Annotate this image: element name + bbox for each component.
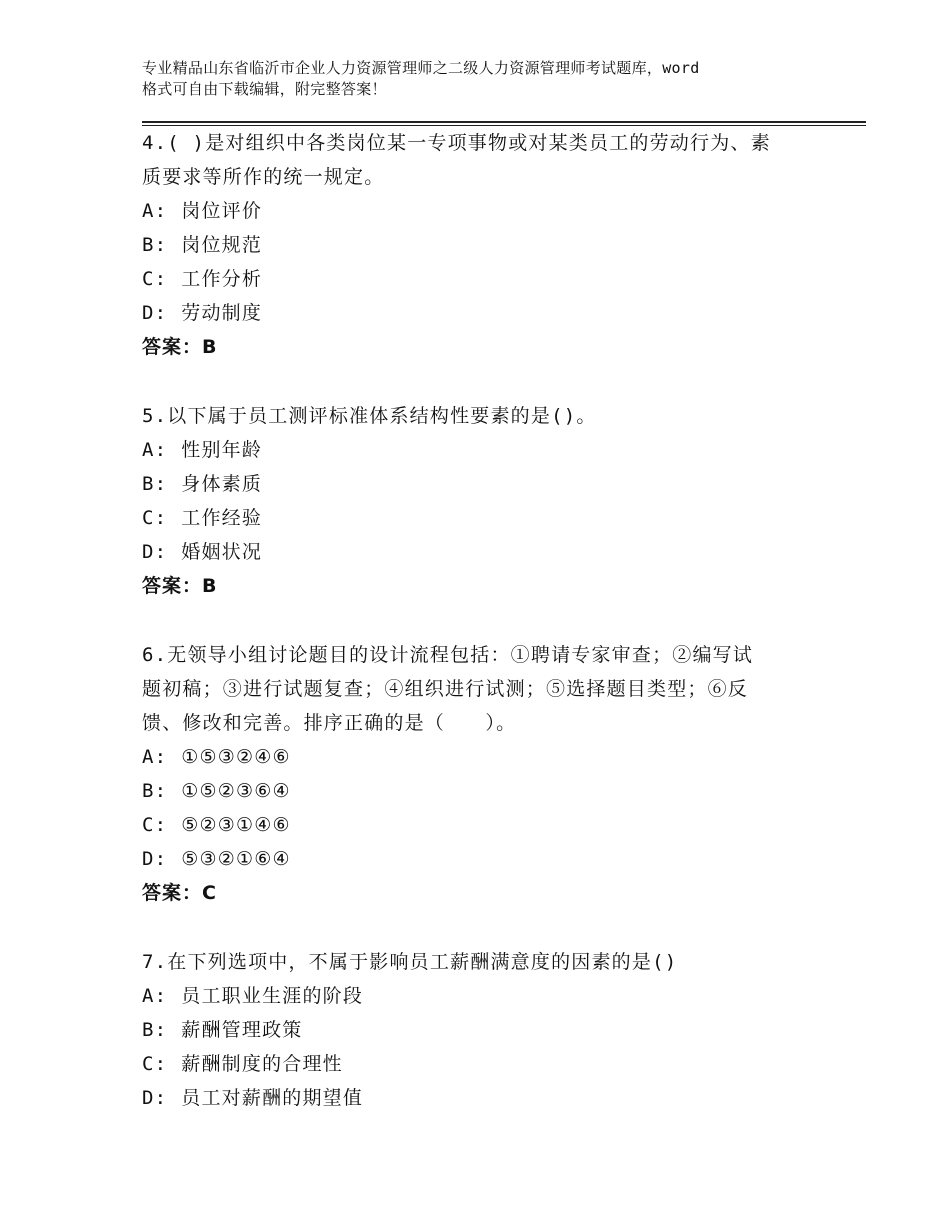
option-a — [142, 979, 822, 1013]
option-text: 员工职业生涯的阶段 — [181, 985, 364, 1007]
answer-label: 答案：B — [142, 575, 218, 597]
question-stem-line: 题初稿；③进行试题复查；④组织进行试测；⑤选择题目类型；⑥反 — [142, 678, 749, 700]
question-stem-line: 质要求等所作的统一规定。 — [142, 166, 385, 188]
option-text: 劳动制度 — [181, 302, 263, 324]
question-stem-line: 6.无领导小组讨论题目的设计流程包括：①聘请专家审查；②编写试 — [142, 644, 754, 666]
option-b — [142, 774, 822, 808]
option-c — [142, 808, 822, 842]
option-key: A: — [142, 200, 168, 222]
question-5 — [142, 399, 822, 603]
option-key: D: — [142, 541, 168, 563]
option-text: ⑤②③①④⑥ — [181, 814, 291, 836]
question-stem-line: 7.在下列选项中，不属于影响员工薪酬满意度的因素的是() — [142, 951, 678, 973]
option-a — [142, 194, 822, 228]
option-text: 薪酬管理政策 — [181, 1019, 303, 1041]
option-key: D: — [142, 848, 168, 870]
option-d — [142, 842, 822, 876]
option-key: C: — [142, 814, 168, 836]
option-text: 婚姻状况 — [181, 541, 263, 563]
option-a — [142, 433, 822, 467]
question-6 — [142, 638, 822, 910]
option-c — [142, 501, 822, 535]
question-stem-line: 4.( )是对组织中各类岗位某一专项事物或对某类员工的劳动行为、素 — [142, 132, 771, 154]
header-divider-thick — [142, 121, 866, 123]
option-text: ①⑤③②④⑥ — [181, 746, 291, 768]
option-key: C: — [142, 268, 168, 290]
option-text: 岗位规范 — [181, 234, 263, 256]
option-text: ⑤③②①⑥④ — [181, 848, 291, 870]
question-7 — [142, 945, 822, 1115]
option-c — [142, 262, 822, 296]
option-d — [142, 1081, 822, 1115]
option-a — [142, 740, 822, 774]
option-text: 性别年龄 — [181, 439, 263, 461]
option-text: 岗位评价 — [181, 200, 263, 222]
answer-label: 答案：C — [142, 882, 217, 904]
option-key: A: — [142, 985, 168, 1007]
question-4 — [142, 126, 822, 364]
option-key: A: — [142, 746, 168, 768]
option-c — [142, 1047, 822, 1081]
option-b — [142, 467, 822, 501]
option-key: D: — [142, 302, 168, 324]
option-d — [142, 296, 822, 330]
option-key: B: — [142, 780, 168, 802]
option-b — [142, 228, 822, 262]
option-text: 工作分析 — [181, 268, 263, 290]
question-stem-line: 5.以下属于员工测评标准体系结构性要素的是()。 — [142, 405, 597, 427]
answer-label: 答案：B — [142, 336, 218, 358]
option-key: B: — [142, 234, 168, 256]
option-key: C: — [142, 507, 168, 529]
option-key: D: — [142, 1087, 168, 1109]
option-text: ①⑤②③⑥④ — [181, 780, 291, 802]
option-key: B: — [142, 473, 168, 495]
option-text: 身体素质 — [181, 473, 263, 495]
option-text: 薪酬制度的合理性 — [181, 1053, 343, 1075]
option-key: C: — [142, 1053, 168, 1075]
option-d — [142, 535, 822, 569]
header-line-2: 格式可自由下载编辑，附完整答案！ — [142, 80, 387, 98]
option-b — [142, 1013, 822, 1047]
question-stem-line: 馈、修改和完善。排序正确的是（ ）。 — [142, 712, 517, 734]
option-text: 员工对薪酬的期望值 — [181, 1087, 364, 1109]
option-key: A: — [142, 439, 168, 461]
header-line-1: 专业精品山东省临沂市企业人力资源管理师之二级人力资源管理师考试题库，word — [142, 59, 700, 77]
option-key: B: — [142, 1019, 168, 1041]
document-header — [142, 58, 842, 100]
option-text: 工作经验 — [181, 507, 263, 529]
